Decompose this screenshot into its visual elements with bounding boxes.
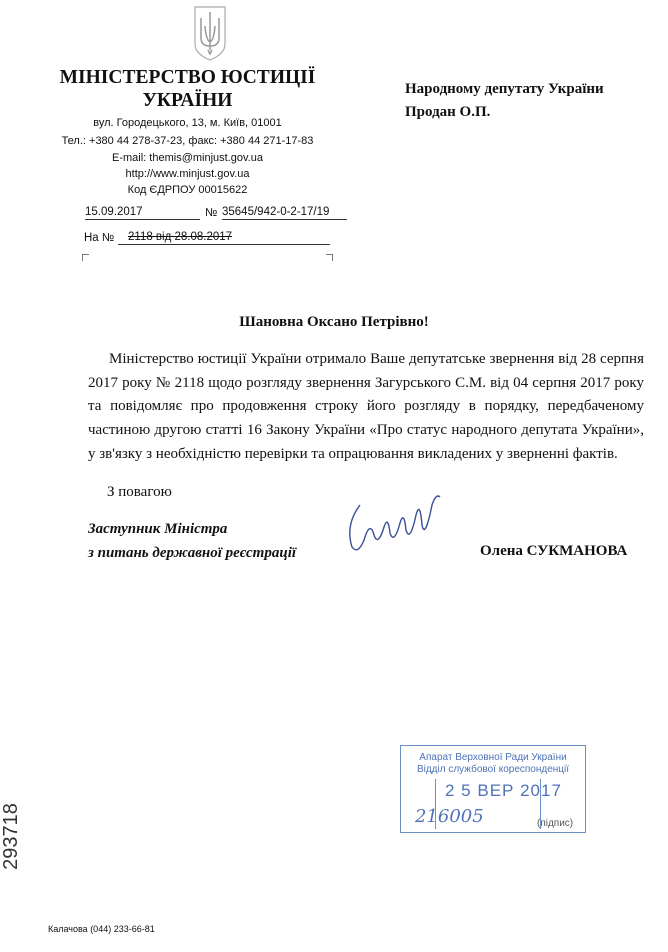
reference-label: На № [84,232,115,244]
addressee-line2: Продан О.П. [405,104,491,120]
outgoing-number: 35645/942-0-2-17/19 [222,205,347,220]
reference-text: 2118 від 28.08.2017 [128,231,233,243]
signature-block [88,517,648,567]
letter-body: Міністерство юстиції України отримало Ваше депутатське звернення від 28 серпня 2017 року № 2118 щодо розгляду звернення Загурського С.М. від 04 серпня 2017 року та повідомляє про продовження строку його розгляду в порядку, передбаченому частиною другою статті 16 Закону України «Про статус народного депутата України», у зв'язку з необхідністю перевірки та опрацювання викладених у зверненні фактів. [88,351,644,462]
stamp-line2: Відділ службової кореспонденції [416,764,570,775]
signatory-title [88,517,296,565]
reference-value [118,230,330,245]
registration-number: 293718 [0,803,22,870]
address: вул. Городецького, 13, м. Київ, 01001 [93,117,282,129]
ministry-title-line2: УКРАЇНИ [142,90,233,111]
phone-fax: Тел.: +380 44 278-37-23, факс: +380 44 271-17-83 [61,135,314,147]
stamp-date: 2 5 ВЕР 2017 [445,781,562,800]
outgoing-date: 15.09.2017 [85,205,200,220]
addressee-line1: Народному депутату України [405,81,604,97]
ministry-title [20,66,355,112]
corner-mark [82,254,89,261]
addressee [405,78,604,124]
corner-mark [326,254,333,261]
closing: З повагою [107,483,172,500]
email: E-mail: themis@minjust.gov.ua [112,152,263,164]
website: http://www.minjust.gov.ua [125,168,250,180]
edrpou-code: Код ЄДРПОУ 00015622 [127,184,248,196]
trident-emblem-icon [192,4,228,62]
signatory-title-line2: з питань державної реєстрації [88,544,297,561]
handwritten-signature [340,485,450,560]
registration-stamp [400,745,586,833]
stamp-signature-label: (підпис) [537,818,574,829]
stamp-line1: Апарат Верховної Ради України [419,752,567,763]
letter-content [88,348,648,567]
signatory-title-line1: Заступник Міністра [88,520,228,537]
ministry-title-line1: МІНІСТЕРСТВО ЮСТИЦІЇ [59,67,316,88]
signatory-name: Олена СУКМАНОВА [480,542,628,559]
number-label: № [205,207,218,219]
greeting: Шановна Оксано Петрівно! [239,314,429,330]
stamp-handwritten-number: 216005 [415,806,484,827]
footer-contact: Калачова (044) 233-66-81 [48,924,155,934]
